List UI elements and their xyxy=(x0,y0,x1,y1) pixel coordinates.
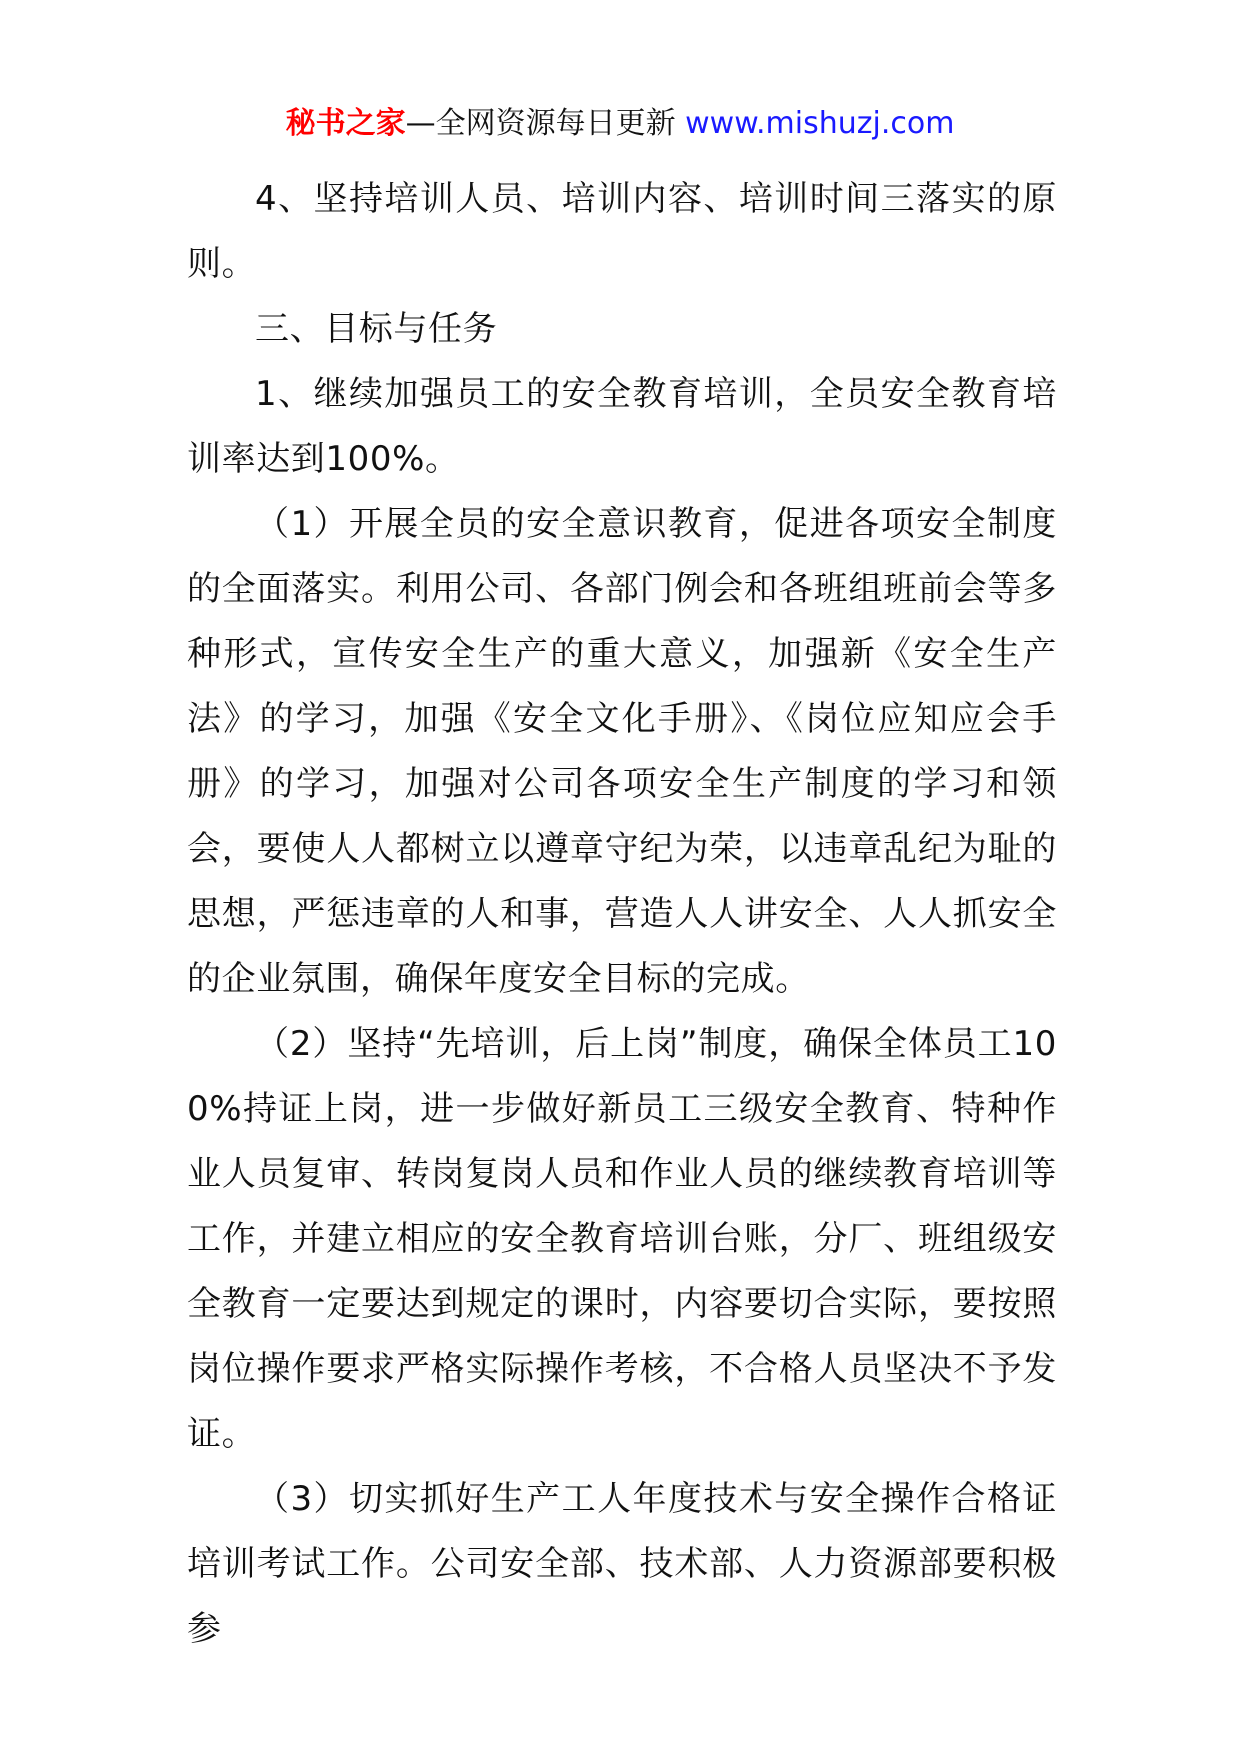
paragraph-item-1: （1）开展全员的安全意识教育，促进各项安全制度的全面落实。利用公司、各部门例会和各班组班前会等多种形式，宣传安全生产的重大意义，加强新《安全生产法》的学习，加强《安全文化手册》、《岗位应知应会手册》的学习，加强对公司各项安全生产制度的学习和领会，要使人人都树立以遵章守纪为荣，以违章乱纪为耻的思想，严惩违章的人和事，营造人人讲安全、人人抓安全的企业氛围，确保年度安全目标的完成。 xyxy=(187,504,1057,999)
website-url[interactable]: www.mishuzj.com xyxy=(685,106,955,141)
paragraph-goal-1: 1、继续加强员工的安全教育培训，全员安全教育培训率达到100%。 xyxy=(187,374,1057,479)
brand-name: 秘书之家 xyxy=(285,106,406,141)
section-heading-goals: 三、目标与任务 xyxy=(255,309,498,349)
paragraph-item-2: （2）坚持“先培训，后上岗”制度，确保全体员工100%持证上岗，进一步做好新员工三级安全教育、特种作业人员复审、转岗复岗人员和作业人员的继续教育培训等工作，并建立相应的安全教育培训台账，分厂、班组级安全教育一定要达到规定的课时，内容要切合实际，要按照岗位操作要求严格实际操作考核，不合格人员坚决不予发证。 xyxy=(187,1024,1057,1454)
document-body xyxy=(187,167,1057,1662)
header-tagline: —全网资源每日更新 xyxy=(405,106,686,141)
page-header xyxy=(0,104,1240,144)
paragraph-item-3: （3）切实抓好生产工人年度技术与安全操作合格证培训考试工作。公司安全部、技术部、人力资源部要积极参 xyxy=(187,1479,1057,1649)
paragraph-principle-4: 4、坚持培训人员、培训内容、培训时间三落实的原则。 xyxy=(187,179,1057,284)
